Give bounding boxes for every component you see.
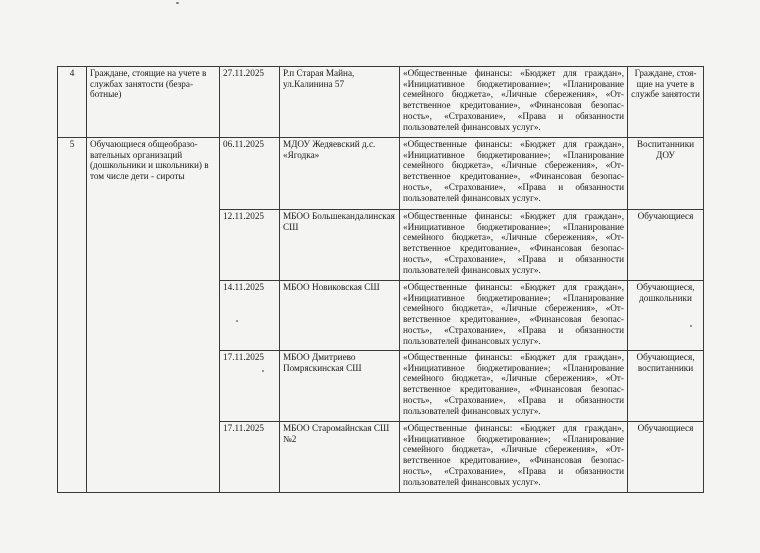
topic-cell: «Общественные финансы: «Бюджет для граждан», «Инициативное бюджетирование»; «Планирование семейного бюджета», «Личные сбережения», «От-ветственное кредитование», «Финансовая безопас-ность», «Страхование», «Права и обязанности пользователей финансовых услуг». <box>400 281 628 351</box>
scan-speck <box>176 2 179 4</box>
place-cell: Р.п Старая Майна, ул.Калинина 57 <box>280 67 400 138</box>
audience-cell: Воспитанники ДОУ <box>628 138 704 210</box>
date-cell: 17.11.2025 <box>220 422 280 493</box>
table-row <box>58 67 704 138</box>
place-cell: МБОО Старомайнская СШ №2 <box>280 422 400 493</box>
audience-cell: Обучающиеся, воспитанники <box>628 351 704 422</box>
category-cell: Граждане, стоящие на учете в службах занятости (безра-ботные) <box>87 67 220 138</box>
row-number: 5 <box>58 138 87 493</box>
category-cell: Обучающиеся общеобразо-вательных организаций (дошкольники и школьники) в том числе дети - сироты <box>87 138 220 493</box>
audience-cell: Обучающиеся <box>628 210 704 281</box>
table-row <box>58 138 704 210</box>
place-cell: МБОО Дмитриево Помряскинская СШ <box>280 351 400 422</box>
audience-cell: Граждане, стоя-щие на учете в службе занятости <box>628 67 704 138</box>
place-cell: МБОО Большекандалинская СШ <box>280 210 400 281</box>
topic-cell: «Общественные финансы: «Бюджет для граждан», «Инициативное бюджетирование»; «Планирование семейного бюджета», «Личные сбережения», «От-ветственное кредитование», «Финансовая безопас-ность», «Страхование», «Права и обязанности пользователей финансовых услуг». <box>400 422 628 493</box>
date-cell: 06.11.2025 <box>220 138 280 210</box>
topic-cell: «Общественные финансы: «Бюджет для граждан», «Инициативное бюджетирование»; «Планирование семейного бюджета», «Личные сбережения», «От-ветственное кредитование», «Финансовая безопас-ность», «Страхование», «Права и обязанности пользователей финансовых услуг». <box>400 351 628 422</box>
events-table <box>57 66 704 493</box>
place-cell: МДОУ Жедяевский д.с. «Ягодка» <box>280 138 400 210</box>
row-number: 4 <box>58 67 87 138</box>
audience-cell: Обучающиеся, дошкольники <box>628 281 704 351</box>
audience-cell: Обучающиеся <box>628 422 704 493</box>
date-cell: 14.11.2025 <box>220 281 280 351</box>
topic-cell: «Общественные финансы: «Бюджет для граждан», «Инициативное бюджетирование»; «Планирование семейного бюджета», «Личные сбережения», «От-ветственное кредитование», «Финансовая безопас-ность», «Страхование», «Права и обязанности пользователей финансовых услуг». <box>400 138 628 210</box>
date-cell: 17.11.2025 <box>220 351 280 422</box>
place-cell: МБОО Новиковская СШ <box>280 281 400 351</box>
date-cell: 12.11.2025 <box>220 210 280 281</box>
date-cell: 27.11.2025 <box>220 67 280 138</box>
topic-cell: «Общественные финансы: «Бюджет для граждан», «Инициативное бюджетирование»; «Планирование семейного бюджета», «Личные сбережения», «От-ветственное кредитование», «Финансовая безопас-ность», «Страхование», «Права и обязанности пользователей финансовых услуг». <box>400 67 628 138</box>
topic-cell: «Общественные финансы: «Бюджет для граждан», «Инициативное бюджетирование»; «Планирование семейного бюджета», «Личные сбережения», «От-ветственное кредитование», «Финансовая безопас-ность», «Страхование», «Права и обязанности пользователей финансовых услуг». <box>400 210 628 281</box>
